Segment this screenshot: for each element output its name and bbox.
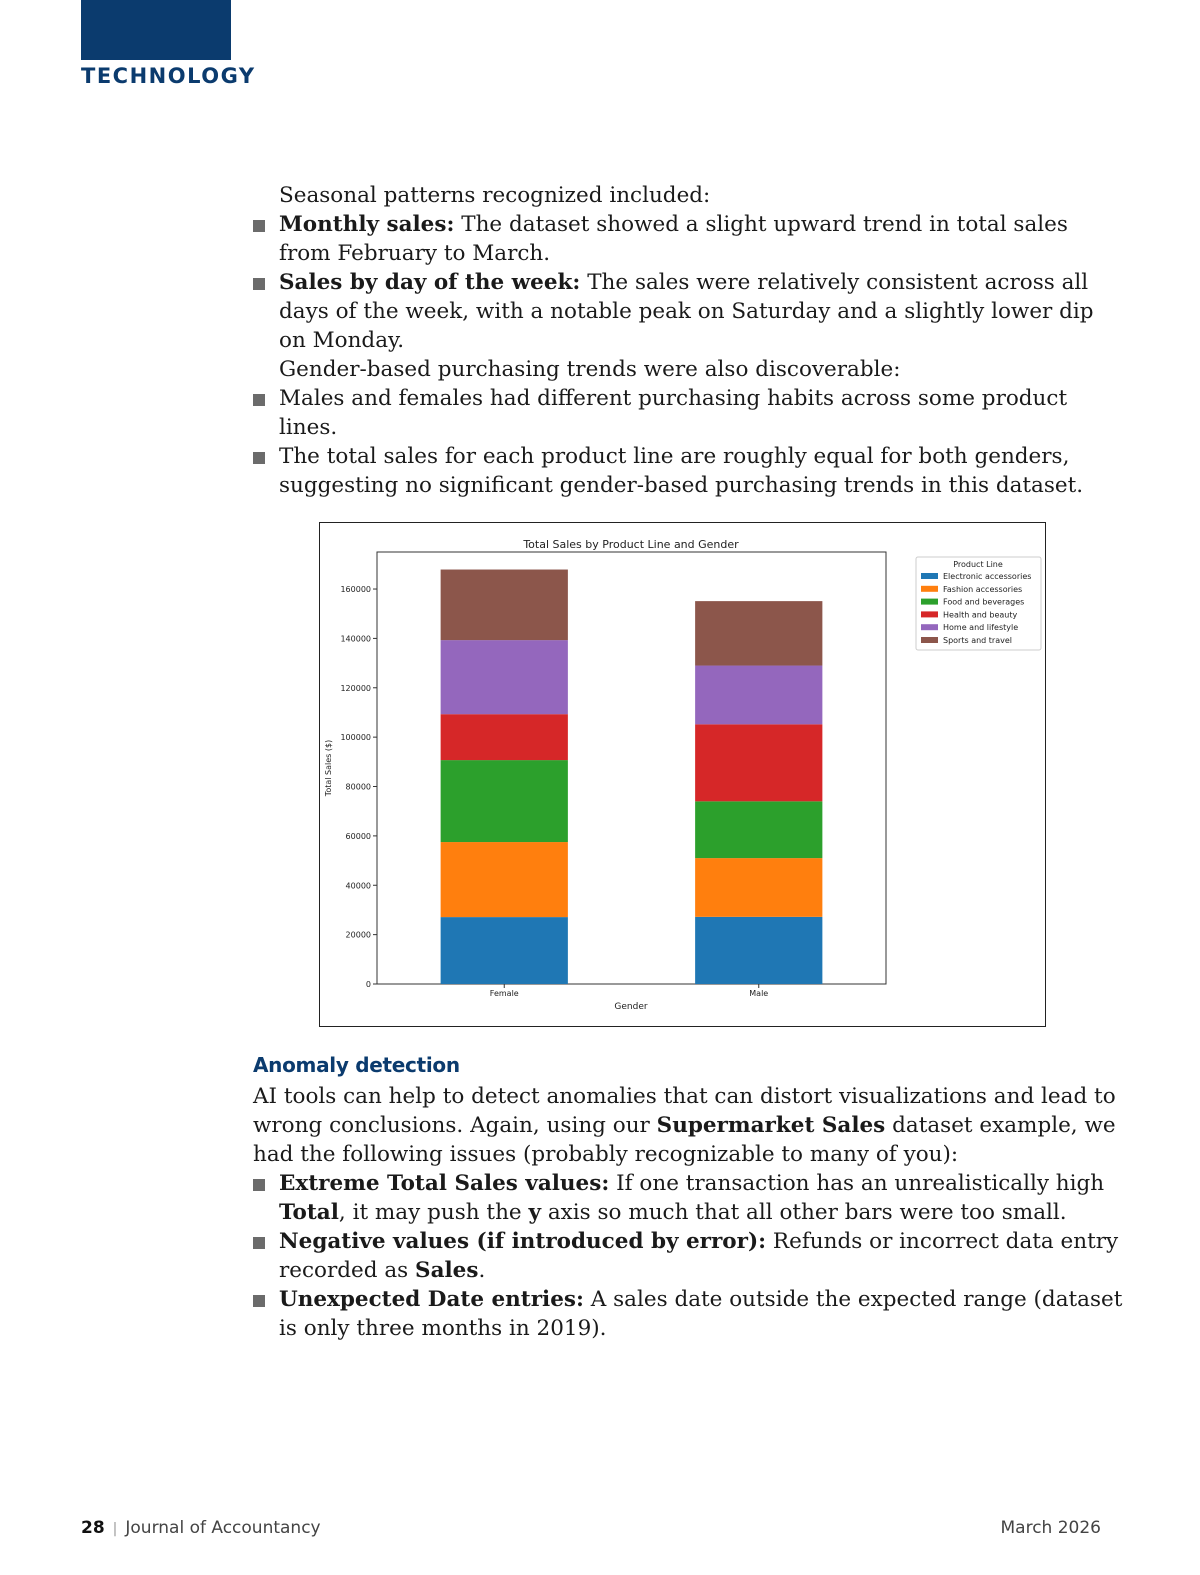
legend-swatch: [921, 586, 938, 592]
seasonal-lead: Seasonal patterns recognized included:: [279, 183, 711, 208]
item-bold-label: Extreme Total Sales values:: [279, 1171, 610, 1196]
bar-segment: [695, 801, 822, 858]
seasonal-section: [279, 181, 1119, 500]
chart-legend: [916, 557, 1041, 650]
x-tick-label: Male: [749, 989, 769, 998]
y-tick-label: 140000: [340, 634, 371, 644]
intro-bold: Supermarket Sales: [656, 1113, 886, 1138]
bar-segment: [695, 917, 822, 984]
issue-date: March 2026: [1000, 1518, 1101, 1538]
legend-swatch: [921, 573, 938, 579]
item-text: , it may push the: [338, 1200, 529, 1225]
list-item: [279, 384, 1119, 442]
bar-segment: [695, 724, 822, 801]
anomaly-heading: Anomaly detection: [253, 1053, 460, 1077]
y-tick-label: 160000: [340, 585, 371, 595]
square-bullet-icon: [253, 278, 265, 290]
chart-title: Total Sales by Product Line and Gender: [523, 538, 739, 551]
seasonal-list: [279, 210, 1119, 355]
item-text: The dataset showed a slight upward trend in total sales from February to March.: [279, 212, 1068, 266]
item-text: .: [478, 1258, 486, 1283]
anomaly-intro: [253, 1082, 1123, 1169]
bar-segment: [695, 858, 822, 917]
square-bullet-icon: [253, 1237, 265, 1249]
item-bold-label: Unexpected Date entries:: [279, 1287, 584, 1312]
bar-segment: [441, 570, 568, 641]
bar-segment: [441, 842, 568, 917]
square-bullet-icon: [253, 220, 265, 232]
item-text: A sales date outside the expected range (dataset is only three months in 2019).: [279, 1287, 1123, 1341]
x-tick-label: Female: [489, 989, 519, 998]
legend-swatch: [921, 637, 938, 643]
chart-figure: [319, 522, 1046, 1027]
list-item: [279, 1227, 1123, 1285]
gender-lead: Gender-based purchasing trends were also discoverable:: [279, 357, 901, 382]
item-text: The total sales for each product line are roughly equal for both genders, suggesting no significant gender-based purchasing trends in this dataset.: [279, 444, 1084, 498]
square-bullet-icon: [253, 394, 265, 406]
y-tick-label: 0: [365, 980, 371, 989]
legend-label: Sports and travel: [943, 636, 1012, 645]
list-item: [279, 442, 1119, 500]
legend-label: Fashion accessories: [943, 584, 1023, 594]
bar-segment: [441, 917, 568, 984]
legend-swatch: [921, 624, 938, 630]
legend-label: Home and lifestyle: [943, 623, 1019, 633]
bar-segment: [441, 640, 568, 714]
anomaly-section: [253, 1082, 1123, 1343]
y-axis-label: Total Sales ($): [324, 739, 333, 797]
legend-title: Product Line: [953, 560, 1003, 569]
legend-swatch: [921, 599, 938, 605]
y-tick-label: 100000: [340, 733, 371, 743]
y-tick-label: 80000: [345, 782, 371, 792]
legend-swatch: [921, 611, 938, 617]
footer-left: [81, 1518, 321, 1538]
intro-text: AI tools can help to detect anomalies that can distort visualizations and lead to wrong conclusions. Again, using our: [253, 1084, 1116, 1138]
item-bold-term: Total: [279, 1200, 339, 1225]
item-bold-label: Monthly sales:: [279, 212, 455, 237]
bar-segment: [441, 760, 568, 842]
square-bullet-icon: [253, 1179, 265, 1191]
item-text: The sales were relatively consistent across all days of the week, with a notable peak on Saturday and a slightly lower dip on Monday.: [279, 270, 1094, 353]
legend-label: Electronic accessories: [943, 572, 1032, 581]
y-tick-label: 120000: [340, 683, 371, 693]
square-bullet-icon: [253, 452, 265, 464]
item-bold-term: y: [528, 1200, 541, 1225]
page-number: 28: [81, 1518, 105, 1538]
item-text: If one transaction has an unrealistically high: [609, 1171, 1105, 1196]
bar-segment: [441, 714, 568, 760]
bar-segment: [695, 601, 822, 665]
brand-color-block: [81, 0, 231, 60]
section-label: TECHNOLOGY: [81, 64, 256, 88]
list-item: [279, 210, 1119, 268]
y-tick-label: 40000: [345, 881, 371, 891]
stacked-bar-chart: [320, 523, 1044, 1025]
item-bold-term: Sales: [415, 1258, 479, 1283]
legend-label: Health and beauty: [943, 610, 1018, 620]
item-text: Males and females had different purchasing habits across some product lines.: [279, 386, 1068, 440]
gender-list: [279, 384, 1119, 500]
anomaly-list: [253, 1169, 1123, 1343]
item-text: Refunds or incorrect data entry recorded as: [279, 1229, 1119, 1283]
intro-text: dataset example, we had the following issues (probably recognizable to many of you):: [253, 1113, 1116, 1167]
legend-label: Food and beverages: [943, 597, 1025, 607]
square-bullet-icon: [253, 1295, 265, 1307]
list-item: [279, 1169, 1123, 1227]
list-item: [279, 1285, 1123, 1343]
journal-name: Journal of Accountancy: [125, 1518, 321, 1538]
y-tick-label: 20000: [345, 930, 371, 940]
item-text: axis so much that all other bars were too small.: [540, 1200, 1067, 1225]
bar-segment: [695, 666, 822, 725]
footer-separator: |: [112, 1521, 118, 1537]
x-axis-label: Gender: [614, 1002, 648, 1012]
item-bold-label: Sales by day of the week:: [279, 270, 581, 295]
y-tick-label: 60000: [345, 831, 371, 841]
list-item: [279, 268, 1119, 355]
item-bold-label: Negative values (if introduced by error):: [279, 1229, 767, 1254]
